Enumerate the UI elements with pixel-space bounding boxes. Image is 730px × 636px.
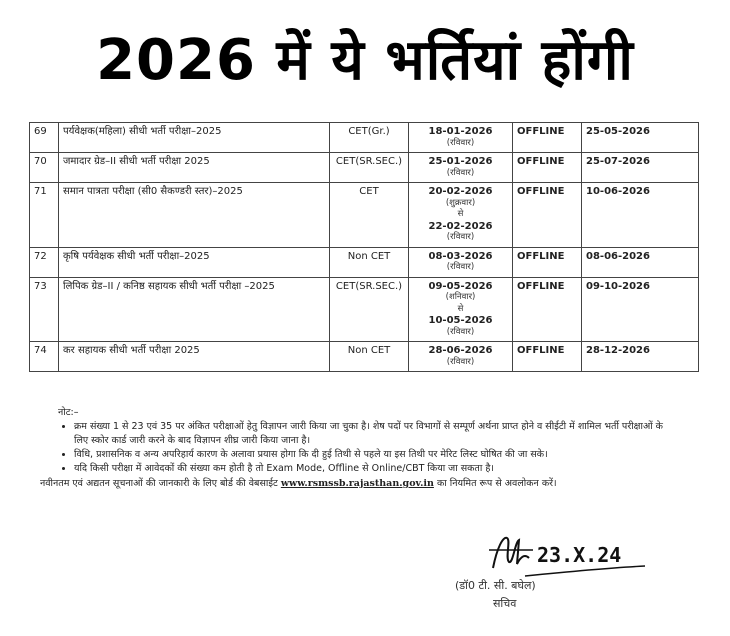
row-serial-number: 70 — [30, 153, 59, 183]
exam-day: (शनिवार) — [445, 292, 476, 302]
notes-label: नोट:– — [58, 407, 79, 418]
table-row — [30, 153, 699, 183]
note-item: • यदि किसी परीक्षा में आवेदकों की संख्या कम होती है तो Exam Mode, Offline से Online/CBT किया जा सकता है। — [74, 462, 680, 476]
table-row — [30, 123, 699, 153]
exam-end-day: (रविवार) — [446, 232, 475, 242]
notes-footer — [40, 477, 680, 491]
exam-type: CET — [330, 183, 409, 248]
note-item: • विधि, प्रशासनिक व अन्य अपरिहार्य कारण के अलावा प्रयास होगा कि दी हुई तिथी से पहले या इस तिथी पर मेरिट लिस्ट घोषित की जा सके। — [74, 448, 680, 462]
footer-text: नवीनतम एवं अद्यतन सूचनाओं की जानकारी के लिए बोर्ड की वेबसाईट — [40, 478, 278, 489]
date-range-separator: से — [457, 209, 464, 219]
exam-date-cell — [409, 183, 513, 248]
exam-name: लिपिक ग्रेड–II / कनिष्ठ सहायक सीधी भर्ती परीक्षा –2025 — [59, 277, 330, 342]
exam-mode: OFFLINE — [513, 153, 582, 183]
table-row — [30, 247, 699, 277]
row-serial-number: 69 — [30, 123, 59, 153]
exam-day: (रविवार) — [446, 356, 475, 367]
exam-date-cell — [409, 247, 513, 277]
exam-day: (शुक्रवार) — [445, 197, 476, 208]
signatory-designation: सचिव — [493, 597, 517, 610]
exam-type: Non CET — [330, 342, 409, 372]
exam-date-cell — [409, 342, 513, 372]
result-date: 28-12-2026 — [582, 342, 699, 372]
exam-date-cell — [409, 153, 513, 183]
exam-date-cell — [409, 277, 513, 342]
website-link[interactable]: www.rsmssb.rajasthan.gov.in — [280, 478, 434, 489]
exam-date: 20-02-2026 — [428, 186, 493, 197]
exam-mode: OFFLINE — [513, 247, 582, 277]
row-serial-number: 73 — [30, 277, 59, 342]
notes-list — [40, 420, 680, 476]
exam-schedule-table — [29, 122, 699, 372]
exam-end-date: 22-02-2026 — [428, 220, 493, 232]
notes-section — [40, 406, 680, 491]
exam-name: कर सहायक सीधी भर्ती परीक्षा 2025 — [59, 342, 330, 372]
result-date: 08-06-2026 — [582, 247, 699, 277]
note-item: • क्रम संख्या 1 से 23 एवं 35 पर अंकित परीक्षाओं हेतु विज्ञापन जारी किया जा चुका है। शेष पदों पर विभागों से सम्पूर्ण अर्थना प्राप्त होने व सीईटी में शामिल भर्ती परीक्षाओं के लिए स्कोर कार्ड जारी करने के बाद विज्ञापन शीघ्र जारी किया जाना है। — [74, 420, 680, 448]
exam-type: CET(SR.SEC.) — [330, 277, 409, 342]
exam-date: 18-01-2026 — [428, 126, 493, 137]
exam-type: Non CET — [330, 247, 409, 277]
footer-text-end: का नियमित रूप से अवलोकन करें। — [436, 478, 557, 489]
signatory-name: (डॉ0 टी. सी. बघेल) — [455, 579, 536, 592]
exam-mode: OFFLINE — [513, 342, 582, 372]
date-range-separator: से — [457, 303, 464, 314]
exam-day: (रविवार) — [446, 167, 475, 178]
exam-day: (रविवार) — [446, 262, 475, 272]
exam-mode: OFFLINE — [513, 277, 582, 342]
result-date: 10-06-2026 — [582, 183, 699, 248]
exam-date: 09-05-2026 — [428, 280, 493, 292]
exam-end-day: (रविवार) — [446, 326, 475, 337]
table-row — [30, 277, 699, 342]
exam-date: 28-06-2026 — [428, 345, 493, 356]
signature-date: 23.X.24 — [537, 543, 622, 567]
exam-date: 25-01-2026 — [428, 156, 493, 167]
exam-name: कृषि पर्यवेक्षक सीधी भर्ती परीक्षा–2025 — [59, 247, 330, 277]
row-serial-number: 74 — [30, 342, 59, 372]
row-serial-number: 71 — [30, 183, 59, 248]
exam-mode: OFFLINE — [513, 183, 582, 248]
exam-name: जमादार ग्रेड–II सीधी भर्ती परीक्षा 2025 — [59, 153, 330, 183]
exam-day: (रविवार) — [446, 137, 475, 148]
exam-type: CET(Gr.) — [330, 123, 409, 153]
row-serial-number: 72 — [30, 247, 59, 277]
table-row — [30, 183, 699, 248]
result-date: 09-10-2026 — [582, 277, 699, 342]
page-headline: 2026 में ये भर्तियां होंगी — [96, 28, 634, 93]
exam-name: पर्यवेक्षक(महिला) सीधी भर्ती परीक्षा–2025 — [59, 123, 330, 153]
exam-type: CET(SR.SEC.) — [330, 153, 409, 183]
table-row — [30, 342, 699, 372]
exam-name: समान पात्रता परीक्षा (सी0 सैकण्डरी स्तर)–2025 — [59, 183, 330, 248]
exam-date-cell — [409, 123, 513, 153]
result-date: 25-05-2026 — [582, 123, 699, 153]
exam-end-date: 10-05-2026 — [428, 315, 493, 326]
exam-date: 08-03-2026 — [428, 250, 493, 262]
result-date: 25-07-2026 — [582, 153, 699, 183]
exam-mode: OFFLINE — [513, 123, 582, 153]
